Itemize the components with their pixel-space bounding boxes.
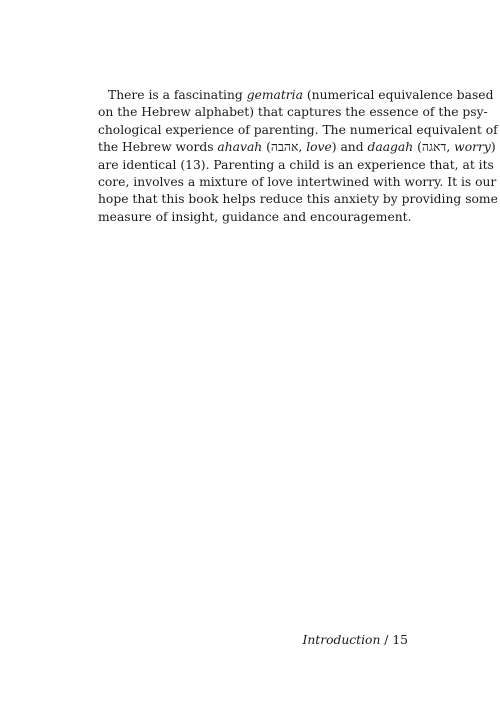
text-fragment: , [298,140,307,155]
term-daagah: daagah [367,140,414,155]
text-fragment: ) and [331,140,368,155]
text-line-4 [98,139,496,156]
text-fragment: There is a fascinating [108,88,247,102]
text-fragment: (numerical equivalence based [302,88,494,102]
page-number: 15 [392,633,408,647]
text-line-5: are identical (13). Parenting a child is an experience that, at its [98,157,494,172]
running-head: Introduction [302,633,381,647]
term-ahavah: ahavah [217,140,263,155]
text-fragment: ) [490,140,496,155]
hebrew-word-love: אהבה [270,140,299,155]
gloss-worry: worry [454,140,491,155]
gloss-love: love [306,140,332,155]
text-line-1 [98,87,494,104]
text-line-2: on the Hebrew alphabet) that captures the essence of the psy- [98,105,488,120]
introduction-paragraph [98,87,498,226]
text-fragment: ( [413,140,422,155]
hebrew-word-worry: דאגה [421,140,447,155]
text-line-8: measure of insight, guidance and encouragement. [98,209,412,224]
text-line-3: chological experience of parenting. The numerical equivalent of [98,122,498,137]
footer-separator: / [380,633,393,647]
text-line-6: core, involves a mixture of love intertwined with worry. It is our [98,175,497,190]
text-fragment: ( [262,140,271,155]
page-footer [98,632,408,648]
text-fragment: the Hebrew words [98,140,218,155]
term-gematria: gematria [246,88,303,102]
text-fragment: , [446,140,455,155]
text-line-7: hope that this book helps reduce this anxiety by providing some [98,192,498,207]
